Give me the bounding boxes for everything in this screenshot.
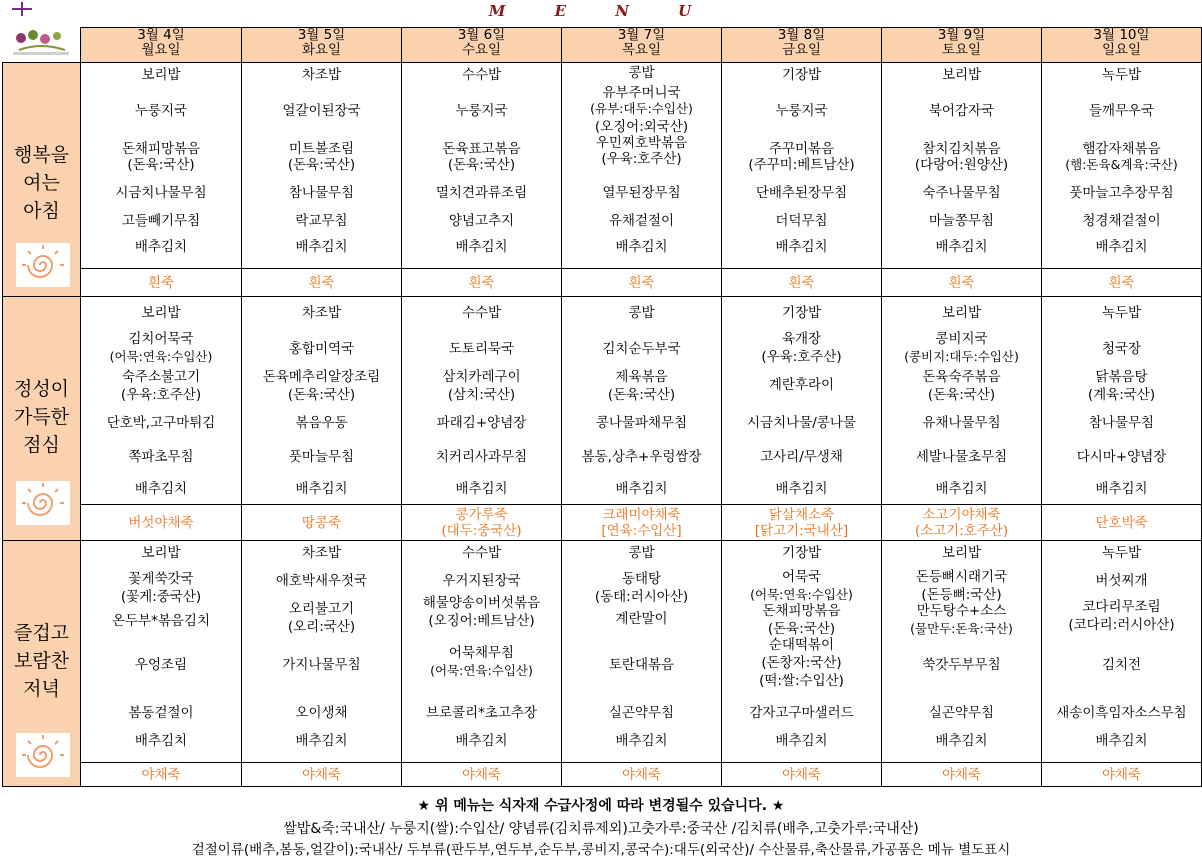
day-header: 3월 10일 일요일 <box>1042 28 1202 63</box>
dish-item: 차조밥 <box>301 305 342 321</box>
porridge-cell: 흰죽 <box>882 269 1042 297</box>
porridge-cell: 야채죽 <box>242 763 402 787</box>
lunch-cell <box>242 297 402 505</box>
dish-item: 시금치나물/콩나물 <box>747 415 856 431</box>
dish-item: 참치김치볶음 <box>922 141 1001 157</box>
porridge-line: [닭고기:국내산] <box>754 522 849 539</box>
dish-item: 다시마+양념장 <box>1076 449 1167 465</box>
dish-item: 유채나물무침 <box>922 415 1001 431</box>
day-header: 3월 8일 금요일 <box>722 28 882 63</box>
dish-item: 김치순두부국 <box>602 341 681 357</box>
origin-note-2: 겉절이류(배추,봄동,얼갈이):국내산/ 두부류(판두부,연두부,순두부,콩비지,콩국수):대두(외국산)/ 수산물류,축산물류,가공품은 메뉴 별도표시 <box>191 842 1011 858</box>
dish-item: 미트볼조림 <box>288 141 355 157</box>
origin-label: (돈육:국산) <box>127 157 195 173</box>
porridge-cell <box>1042 505 1202 541</box>
dish-item: 풋마늘고추장무침 <box>1069 185 1174 201</box>
dish-item: 우거지된장국 <box>442 573 521 589</box>
dish-item: 보리밥 <box>141 545 181 561</box>
dish-item: 보리밥 <box>141 305 181 321</box>
dish-item: 단배추된장무침 <box>755 185 848 201</box>
porridge-cell: 야채죽 <box>562 763 722 787</box>
origin-label: (주꾸미:베트남산) <box>748 157 855 173</box>
dish-item: 배추김치 <box>775 239 828 255</box>
lunch-cell <box>722 297 882 505</box>
porridge-line: 땅콩죽 <box>301 514 342 531</box>
dish-item: 녹두밥 <box>1101 545 1142 561</box>
dinner-cell <box>81 541 242 763</box>
dinner-porridge-row <box>3 763 1202 787</box>
dish-item: 들깨무우국 <box>1088 103 1155 119</box>
dish-item: 실곤약무침 <box>608 705 675 721</box>
dish-item: 오리불고기 <box>288 601 355 617</box>
porridge-cell: 흰죽 <box>242 269 402 297</box>
dish-item: 배추김치 <box>935 733 988 749</box>
dish-item: 우민찌호박볶음 <box>595 135 688 151</box>
lunch-cell <box>81 297 242 505</box>
dish-item: 콩밥 <box>628 65 655 81</box>
origin-label: (돈육:국산) <box>287 387 356 403</box>
dish-item: 닭볶음탕 <box>1095 369 1148 385</box>
dish-item: 돈육숙주볶음 <box>922 369 1001 385</box>
dish-item: 누룽지국 <box>134 103 188 119</box>
origin-label: (돈육:국산) <box>767 621 836 637</box>
dish-item: 배추김치 <box>615 733 668 749</box>
dish-item: 돈채피망볶음 <box>121 141 201 157</box>
origin-label: (어묵:연육:수입산) <box>430 663 533 678</box>
porridge-cell <box>402 505 562 541</box>
origin-label: (우육:호주산) <box>120 387 202 403</box>
dish-item: 배추김치 <box>295 239 348 255</box>
breakfast-cell <box>81 63 242 269</box>
breakfast-label: 행복을 여는 아침 <box>3 63 81 297</box>
dish-item: 콩나물파채무침 <box>595 415 688 431</box>
dish-item: 쑥갓두부무침 <box>922 657 1001 673</box>
flower-logo-icon <box>5 28 77 58</box>
lunch-row <box>3 297 1202 505</box>
dish-item: 쪽파초무침 <box>128 449 194 465</box>
spiral-sun-icon <box>16 481 70 525</box>
origin-label: (꽃게:중국산) <box>120 589 202 605</box>
dish-item: 기장밥 <box>781 67 822 83</box>
dish-item: 북어감자국 <box>928 103 995 119</box>
porridge-cell: 흰죽 <box>1042 269 1202 297</box>
dish-item: 파래김+양념장 <box>436 415 527 431</box>
origin-label: (다랑어:원양산) <box>914 157 1009 173</box>
dish-item: 시금치나물무침 <box>115 185 207 201</box>
dish-item: 단호박,고구마튀김 <box>106 415 216 431</box>
dish-item: 청경채겉절이 <box>1082 213 1161 229</box>
origin-label: (물만두:돈육:국산) <box>910 621 1013 636</box>
dish-item: 배추김치 <box>455 481 508 497</box>
dish-item: 브로콜리*초고추장 <box>425 705 538 721</box>
dish-item: 숙주소불고기 <box>121 369 201 385</box>
dish-item: 주꾸미볶음 <box>768 141 835 157</box>
logo-cell <box>3 28 81 63</box>
dish-item: 동태탕 <box>621 571 662 587</box>
lunch-porridge-row <box>3 505 1202 541</box>
dish-item: 유채겉절이 <box>608 213 675 229</box>
dish-item: 육개장 <box>781 331 822 347</box>
spiral-sun-icon <box>16 243 70 287</box>
porridge-cell: 흰죽 <box>81 269 242 297</box>
origin-label: (삼치:국산) <box>447 387 516 403</box>
dish-item: 김치어묵국 <box>128 331 194 347</box>
dish-item: 치커리사과무침 <box>435 449 528 465</box>
dinner-cell <box>562 541 722 763</box>
porridge-cell: 야채죽 <box>722 763 882 787</box>
dish-item: 참나물무침 <box>288 185 355 201</box>
dish-item: 차조밥 <box>301 67 342 83</box>
breakfast-cell <box>1042 63 1202 269</box>
origin-label: (콩비지:대두:수입산) <box>904 349 1019 364</box>
dish-item: 배추김치 <box>134 239 188 255</box>
dish-item: 기장밥 <box>781 305 822 321</box>
dish-item: 김치전 <box>1101 657 1142 673</box>
day-header: 3월 5일 화요일 <box>242 28 402 63</box>
dish-item: 오이생채 <box>295 705 348 721</box>
dish-item: 누룽지국 <box>455 103 508 119</box>
breakfast-cell <box>722 63 882 269</box>
dish-item: 고사리/무생채 <box>760 449 843 465</box>
porridge-cell: 야채죽 <box>882 763 1042 787</box>
dish-item: 청국장 <box>1101 341 1142 357</box>
dish-item: 누룽지국 <box>775 103 828 119</box>
origin-label: (우육:호주산) <box>761 349 842 365</box>
dish-item: 보리밥 <box>941 545 982 561</box>
breakfast-porridge-row <box>3 269 1202 297</box>
dish-item: 우엉조림 <box>134 657 188 673</box>
dish-item: 녹두밥 <box>1101 67 1142 83</box>
dinner-row <box>3 541 1202 763</box>
lunch-cell <box>562 297 722 505</box>
dish-item: 어묵채무침 <box>448 645 515 661</box>
spiral-sun-icon <box>16 733 70 777</box>
origin-label: (돈육:국산) <box>287 157 356 173</box>
dish-item: 애호박새우젓국 <box>275 573 368 589</box>
day-header: 3월 7일 목요일 <box>562 28 722 63</box>
dish-item: 도토리묵국 <box>448 341 515 357</box>
dish-item: 락교무침 <box>295 213 348 229</box>
dish-item: 배추김치 <box>775 733 828 749</box>
dish-item: 콩비지국 <box>935 331 988 347</box>
dish-item: 돈육메추리알장조림 <box>262 369 381 385</box>
porridge-cell <box>882 505 1042 541</box>
dish-item: 배추김치 <box>134 733 188 749</box>
porridge-line: 단호박죽 <box>1095 514 1148 531</box>
origin-label: (햄:돈육&계육:국산) <box>1065 157 1178 172</box>
header-row <box>3 28 1202 63</box>
breakfast-cell <box>242 63 402 269</box>
origin-label: (오징어:베트남산) <box>428 613 535 629</box>
origin-label: (돈육:국산) <box>447 157 516 173</box>
dish-item: 돈육표고볶음 <box>442 141 521 157</box>
origin-note-1: 쌀밥&죽:국내산/ 누룽지(쌀):수입산/ 양념류(김치류제외)고춧가루:중국산 /김치류(배추,고춧가루:국내산) <box>283 821 919 837</box>
menu-title: M E N U <box>488 2 714 20</box>
dish-item: 배추김치 <box>615 481 668 497</box>
origin-label: (유부:대두:수입산) <box>590 101 693 116</box>
dish-item: 실곤약무침 <box>928 705 995 721</box>
dish-item: 배추김치 <box>455 733 508 749</box>
porridge-cell <box>242 505 402 541</box>
dinner-label: 즐겁고 보람찬 저녁 <box>3 541 81 787</box>
dish-item: 돈채피망볶음 <box>762 603 841 619</box>
dish-item: 버섯찌개 <box>1095 573 1148 589</box>
porridge-cell: 흰죽 <box>402 269 562 297</box>
dish-item: 코다리무조림 <box>1082 599 1161 615</box>
dish-item: 콩밥 <box>628 545 655 561</box>
lunch-cell <box>882 297 1042 505</box>
day-header: 3월 4일 월요일 <box>81 28 242 63</box>
change-notice: ★ 위 메뉴는 식자재 수급사정에 따라 변경될수 있습니다. ★ <box>417 798 785 814</box>
origin-label: (돈창자:국산) <box>761 655 842 671</box>
porridge-cell <box>562 505 722 541</box>
origin-label: (우육:호주산) <box>601 151 682 167</box>
porridge-line: 소고기야채죽 <box>922 506 1001 523</box>
porridge-line: 크래미야채죽 <box>602 506 681 523</box>
breakfast-cell <box>402 63 562 269</box>
porridge-cell: 흰죽 <box>562 269 722 297</box>
origin-label: (코다리:러시아산) <box>1068 617 1175 633</box>
breakfast-row <box>3 63 1202 269</box>
dish-item: 봄동겉절이 <box>128 705 194 721</box>
origin-label: (돈육:국산) <box>927 387 996 403</box>
dish-item: 홍합미역국 <box>288 341 355 357</box>
dish-item: 얼갈이된장국 <box>282 103 361 119</box>
dish-item: 햄감자채볶음 <box>1082 141 1161 157</box>
day-header: 3월 6일 수요일 <box>402 28 562 63</box>
dish-item: 열무된장무침 <box>602 185 681 201</box>
porridge-line: 닭살채소죽 <box>768 506 835 523</box>
dish-item: 배추김치 <box>935 239 988 255</box>
dish-item: 삼치카레구이 <box>442 369 521 385</box>
dish-item: 멸치견과류조림 <box>435 185 528 201</box>
dinner-cell <box>722 541 882 763</box>
dish-item: 볶음우동 <box>295 415 348 431</box>
origin-label: (돈육:국산) <box>607 387 676 403</box>
dish-item: 배추김치 <box>455 239 508 255</box>
dish-item: 녹두밥 <box>1101 305 1142 321</box>
lunch-label: 정성이 가득한 점심 <box>3 297 81 541</box>
dish-item: 계란말이 <box>615 611 668 627</box>
dish-item: 숙주나물무침 <box>922 185 1001 201</box>
porridge-cell: 야채죽 <box>402 763 562 787</box>
dish-item: 배추김치 <box>134 481 188 497</box>
porridge-cell: 야채죽 <box>1042 763 1202 787</box>
menu-table <box>2 27 1202 787</box>
breakfast-cell <box>882 63 1042 269</box>
dinner-cell <box>402 541 562 763</box>
dish-item: 토란대볶음 <box>608 657 675 673</box>
dish-item: 차조밥 <box>301 545 342 561</box>
dish-item: 배추김치 <box>1095 733 1148 749</box>
dish-item: 풋마늘무침 <box>288 449 355 465</box>
porridge-line: [연육:수입산] <box>601 522 682 539</box>
lunch-cell <box>402 297 562 505</box>
dish-item: 고들빼기무침 <box>121 213 201 229</box>
porridge-line: (소고기:호주산) <box>914 522 1009 539</box>
dish-item: 기장밥 <box>781 545 822 561</box>
origin-label: (떡:쌀:수입산) <box>759 673 844 689</box>
dish-item: 새송이흑임자소스무침 <box>1056 705 1187 721</box>
porridge-line: (대두:중국산) <box>441 522 522 539</box>
dish-item: 수수밥 <box>461 545 502 561</box>
dish-item: 감자고구마샐러드 <box>749 705 854 721</box>
porridge-cell: 야채죽 <box>81 763 242 787</box>
dish-item: 배추김치 <box>935 481 988 497</box>
origin-label: (오징어:외국산) <box>594 119 689 135</box>
dish-item: 수수밥 <box>461 67 502 83</box>
origin-label: (오리:국산) <box>287 619 356 635</box>
dish-item: 보리밥 <box>941 305 982 321</box>
dish-item: 어묵국 <box>781 569 822 585</box>
dish-item: 양념고추지 <box>448 213 515 229</box>
porridge-cell <box>722 505 882 541</box>
origin-label: (계육:국산) <box>1087 387 1156 403</box>
dish-item: 가지나물무침 <box>282 657 361 673</box>
dish-item: 수수밥 <box>461 305 502 321</box>
porridge-line: 콩가루죽 <box>455 506 508 523</box>
dish-item: 꽃게쑥갓국 <box>128 571 194 587</box>
dish-item: 만두탕수+소스 <box>916 603 1007 619</box>
dish-item: 봄동,상추+우렁쌈장 <box>581 449 702 465</box>
origin-label: (돈등뼈:국산) <box>921 587 1002 603</box>
day-header: 3월 9일 토요일 <box>882 28 1042 63</box>
dish-item: 보리밥 <box>141 67 181 83</box>
porridge-cell: 흰죽 <box>722 269 882 297</box>
dish-item: 배추김치 <box>1095 481 1148 497</box>
dish-item: 계란후라이 <box>768 377 835 393</box>
origin-label: (어묵:연육:수입산) <box>109 349 213 364</box>
breakfast-cell <box>562 63 722 269</box>
dish-item: 돈등뼈시래기국 <box>915 569 1008 585</box>
dish-item: 배추김치 <box>615 239 668 255</box>
dinner-cell <box>882 541 1042 763</box>
dinner-cell <box>1042 541 1202 763</box>
dish-item: 배추김치 <box>1095 239 1148 255</box>
dish-item: 세발나물초무침 <box>915 449 1008 465</box>
dish-item: 해물양송이버섯볶음 <box>422 595 541 611</box>
dish-item: 온두부*볶음김치 <box>111 613 211 629</box>
lunch-cell <box>1042 297 1202 505</box>
origin-label: (동태:러시아산) <box>594 589 689 605</box>
origin-label: (어묵:연육:수입산) <box>750 587 853 602</box>
dish-item: 마늘쫑무침 <box>928 213 995 229</box>
dish-item: 보리밥 <box>941 67 982 83</box>
dish-item: 더덕무침 <box>775 213 828 229</box>
dish-item: 콩밥 <box>628 305 655 321</box>
dish-item: 배추김치 <box>775 481 828 497</box>
dish-item: 제육볶음 <box>615 369 668 385</box>
porridge-line: 버섯야채죽 <box>128 514 194 531</box>
dish-item: 순대떡볶이 <box>768 637 835 653</box>
dish-item: 유부주머니국 <box>602 85 681 101</box>
dish-item: 참나물무침 <box>1088 415 1155 431</box>
dish-item: 배추김치 <box>295 481 348 497</box>
dinner-cell <box>242 541 402 763</box>
porridge-cell <box>81 505 242 541</box>
dish-item: 배추김치 <box>295 733 348 749</box>
